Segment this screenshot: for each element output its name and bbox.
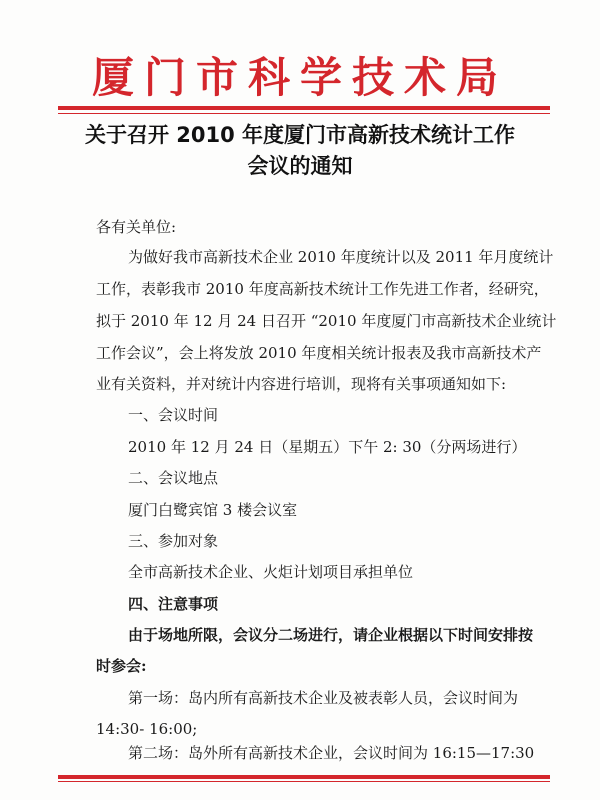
notes-line: 由于场地所限，会议分二场进行，请企业根据以下时间安排按: [128, 626, 534, 644]
intro-line: 工作，表彰我市 2010 年度高新技术统计工作先进工作者，经研究，: [96, 280, 549, 298]
salutation: 各有关单位:: [96, 218, 177, 236]
section-heading-attendees: 三、参加对象: [128, 532, 219, 550]
meeting-location: 厦门白鹭宾馆 3 楼会议室: [128, 501, 298, 519]
section-heading-time: 一、会议时间: [128, 406, 219, 424]
notice-title-line-1: 关于召开 2010 年度厦门市高新技术统计工作: [84, 123, 516, 147]
footer-rule-thin: [58, 781, 550, 782]
session-one-line: 14:30- 16:00;: [96, 720, 198, 738]
letterhead-rule-thin: [58, 113, 550, 114]
intro-line: 为做好我市高新技术企业 2010 年度统计以及 2011 年月度统计: [128, 248, 554, 266]
session-two-line: 第二场：岛外所有高新技术企业，会议时间为 16:15—17:30: [128, 744, 535, 762]
notes-line: 时参会:: [96, 657, 147, 675]
letterhead-title: 厦门市科学技术局: [91, 53, 508, 102]
session-one-line: 第一场：岛内所有高新技术企业及被表彰人员，会议时间为: [128, 689, 519, 707]
footer-rule-thick: [58, 775, 550, 779]
letterhead-rule-thick: [58, 106, 550, 110]
meeting-time: 2010 年 12 月 24 日（星期五）下午 2: 30（分两场进行）: [128, 438, 527, 456]
meeting-attendees: 全市高新技术企业、火炬计划项目承担单位: [128, 563, 414, 581]
section-heading-location: 二、会议地点: [128, 469, 219, 487]
notice-title-line-2: 会议的通知: [247, 154, 353, 178]
section-heading-notes: 四、注意事项: [128, 595, 219, 613]
intro-line: 业有关资料，并对统计内容进行培训，现将有关事项通知如下:: [96, 375, 507, 393]
intro-line: 拟于 2010 年 12 月 24 日召开 “2010 年度厦门市高新技术企业统计: [96, 312, 557, 330]
intro-line: 工作会议”，会上将发放 2010 年度相关统计报表及我市高新技术产: [96, 344, 542, 362]
